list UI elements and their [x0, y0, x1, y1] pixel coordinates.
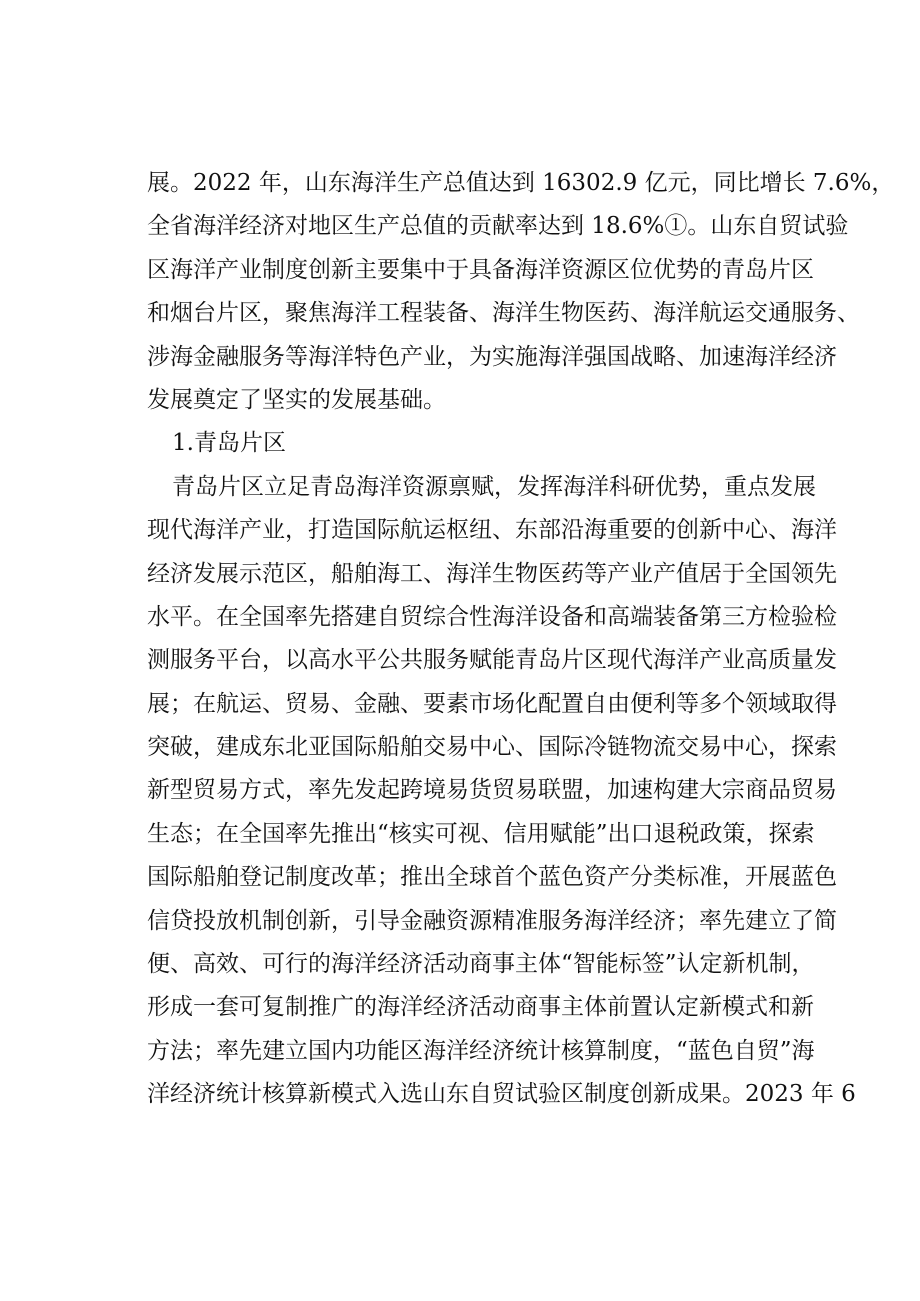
text-line: 和烟台片区，聚焦海洋工程装备、海洋生物医药、海洋航运交通服务、: [147, 300, 860, 327]
text-line: 信贷投放机制创新，引导金融资源精准服务海洋经济；率先建立了简: [147, 907, 837, 934]
document-body: [147, 162, 895, 1117]
text-line: 国际船舶登记制度改革；推出全球首个蓝色资产分类标准，开展蓝色: [147, 864, 837, 891]
text-line: 便、高效、可行的海洋经济活动商事主体“智能标签”认定新机制，: [147, 951, 815, 978]
text-line: 生态；在全国率先推出“核实可视、信用赋能”出口退税政策，探索: [147, 820, 815, 847]
text-line: 区海洋产业制度创新主要集中于具备海洋资源区位优势的青岛片区: [147, 256, 814, 283]
text-line: 涉海金融服务等海洋特色产业，为实施海洋强国战略、加速海洋经济: [147, 343, 837, 370]
text-line: 突破，建成东北亚国际船舶交易中心、国际冷链物流交易中心，探索: [147, 734, 837, 761]
text-line: 现代海洋产业，打造国际航运枢纽、东部沿海重要的创新中心、海洋: [147, 517, 837, 544]
text-line: 全省海洋经济对地区生产总值的贡献率达到 18.6%①。山东自贸试验: [147, 213, 849, 240]
text-line: 青岛片区立足青岛海洋资源禀赋，发挥海洋科研优势，重点发展: [172, 473, 816, 500]
text-line: 经济发展示范区，船舶海工、海洋生物医药等产业产值居于全国领先: [147, 560, 837, 587]
text-line: 1.青岛片区: [172, 430, 286, 457]
paragraph: [147, 162, 895, 422]
paragraph: [147, 422, 778, 465]
text-line: 展；在航运、贸易、金融、要素市场化配置自由便利等多个领域取得: [147, 690, 837, 717]
paragraph: [147, 466, 856, 1117]
text-line: 发展奠定了坚实的发展基础。: [147, 386, 446, 413]
text-line: 水平。在全国率先搭建自贸综合性海洋设备和高端装备第三方检验检: [147, 603, 837, 630]
text-line: 测服务平台，以高水平公共服务赋能青岛片区现代海洋产业高质量发: [147, 647, 837, 674]
text-line: 形成一套可复制推广的海洋经济活动商事主体前置认定新模式和新: [147, 994, 814, 1021]
text-line: 新型贸易方式，率先发起跨境易货贸易联盟，加速构建大宗商品贸易: [147, 777, 837, 804]
text-line: 展。2022 年，山东海洋生产总值达到 16302.9 亿元，同比增长 7.6%，: [147, 170, 895, 196]
text-line: 洋经济统计核算新模式入选山东自贸试验区制度创新成果。2023 年 6: [147, 1081, 856, 1108]
text-line: 方法；率先建立国内功能区海洋经济统计核算制度，“蓝色自贸”海: [147, 1037, 815, 1064]
